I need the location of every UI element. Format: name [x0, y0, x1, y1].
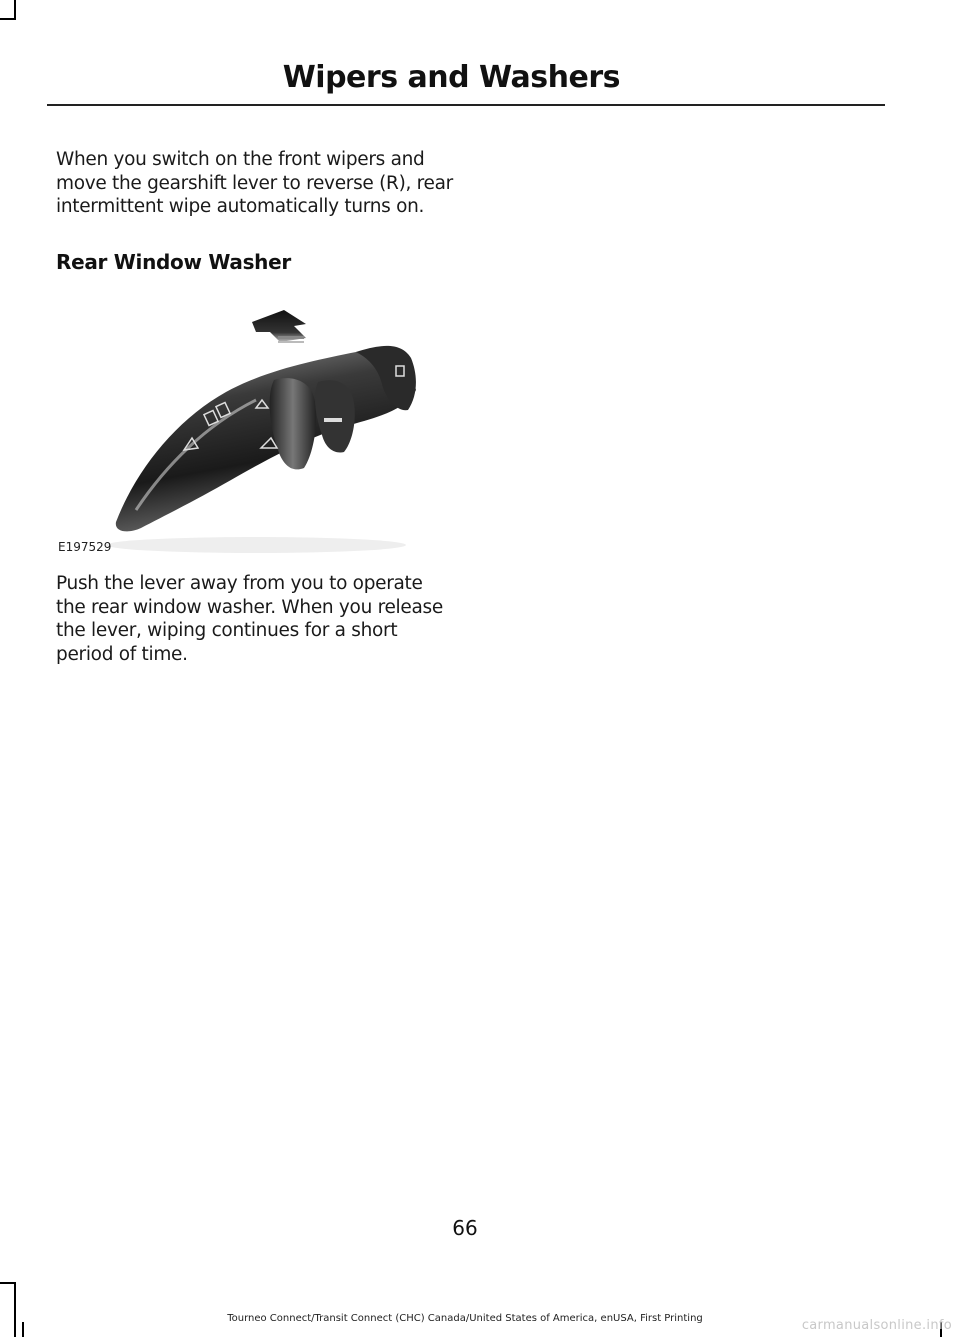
footer-publication: Tourneo Connect/Transit Connect (CHC) Canada/United States of America, enUSA, First Printing — [227, 1313, 703, 1324]
crop-mark-top-left-v — [14, 0, 16, 20]
wiper-lever-illustration — [56, 300, 456, 560]
crop-mark-bottom-left-v — [14, 1282, 16, 1337]
push-direction-arrow-icon — [252, 310, 306, 343]
header-rule — [47, 104, 885, 106]
section-heading: Rear Window Washer — [56, 250, 291, 274]
paragraph-washer-instructions: Push the lever away from you to operate the rear window washer. When you release the lever, wiping continues for a short period of time. — [56, 573, 443, 665]
page-title: Wipers and Washers — [282, 60, 620, 95]
watermark: carmanualsonline.info — [801, 1318, 952, 1333]
crop-mark-bottom-left-h — [0, 1282, 16, 1284]
figure-id: E197529 — [58, 540, 112, 554]
paragraph-rear-wipe: When you switch on the front wipers and move the gearshift lever to reverse (R), rear intermittent wipe automatically turns on. — [56, 149, 453, 217]
crop-mark-bottom-mid — [22, 1322, 24, 1337]
crop-mark-top-left-h — [0, 18, 16, 20]
page-number: 66 — [452, 1216, 478, 1240]
